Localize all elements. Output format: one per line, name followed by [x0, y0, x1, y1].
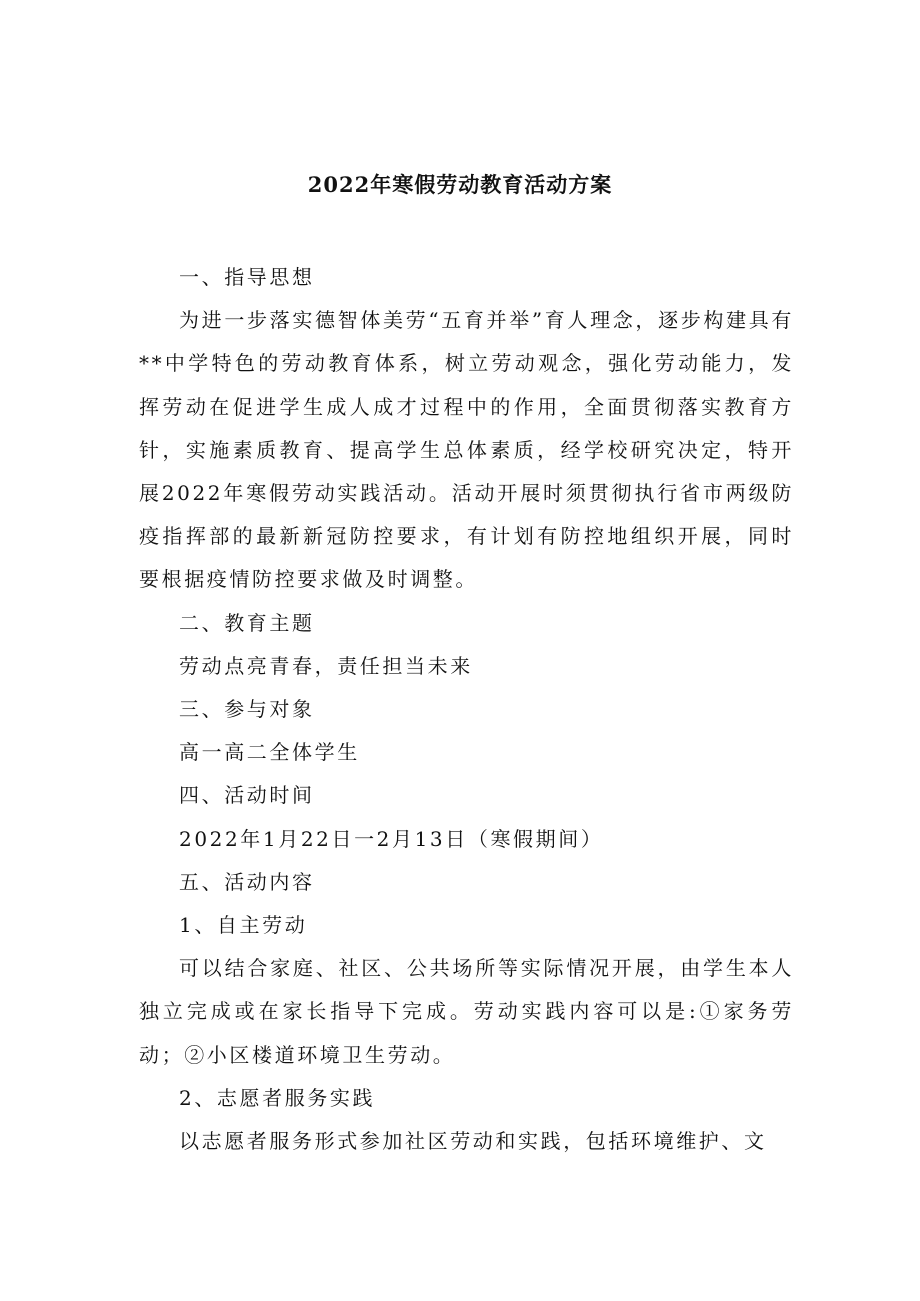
- section-heading-activity-content: 五、活动内容: [179, 869, 315, 894]
- paragraph-self-labor: 可以结合家庭、社区、公共场所等实际情况开展，由学生本人独立完成或在家长指导下完成。劳动实践内容可以是:①家务劳动；②小区楼道环境卫生劳动。: [139, 956, 794, 1067]
- section-heading-guiding-ideology: 一、指导思想: [179, 265, 315, 289]
- paragraph-volunteer-service: 以志愿者服务形式参加社区劳动和实践，包括环境维护、文: [179, 1129, 767, 1154]
- subsection-heading-volunteer-service: 2、志愿者服务实践: [179, 1085, 376, 1110]
- section-heading-activity-time: 四、活动时间: [179, 783, 315, 808]
- section-heading-education-theme: 二、教育主题: [179, 610, 315, 635]
- paragraph-participants: 高一高二全体学生: [179, 740, 360, 765]
- paragraph-activity-time: 2022年1月22日一2月13日（寒假期间）: [179, 826, 604, 851]
- section-heading-participants: 三、参与对象: [179, 697, 315, 722]
- document-title: 2022年寒假劳动教育活动方案: [307, 172, 613, 197]
- paragraph-education-theme: 劳动点亮青春，责任担当未来: [179, 653, 473, 678]
- paragraph-guiding-ideology: 为进一步落实德智体美劳“五育并举”育人理念，逐步构建具有**中学特色的劳动教育体系，树立劳动观念，强化劳动能力，发挥劳动在促进学生成人成才过程中的作用，全面贯彻落实教育方针，实施素质教育、提高学生总体素质，经学校研究决定，特开展2022年寒假劳动实践活动。活动开展时须贯彻执行省市两级防疫指挥部的最新新冠防控要求，有计划有防控地组织开展，同时要根据疫情防控要求做及时调整。: [139, 308, 794, 592]
- document-body: [139, 256, 794, 1163]
- subsection-heading-self-labor: 1、自主劳动: [179, 913, 308, 938]
